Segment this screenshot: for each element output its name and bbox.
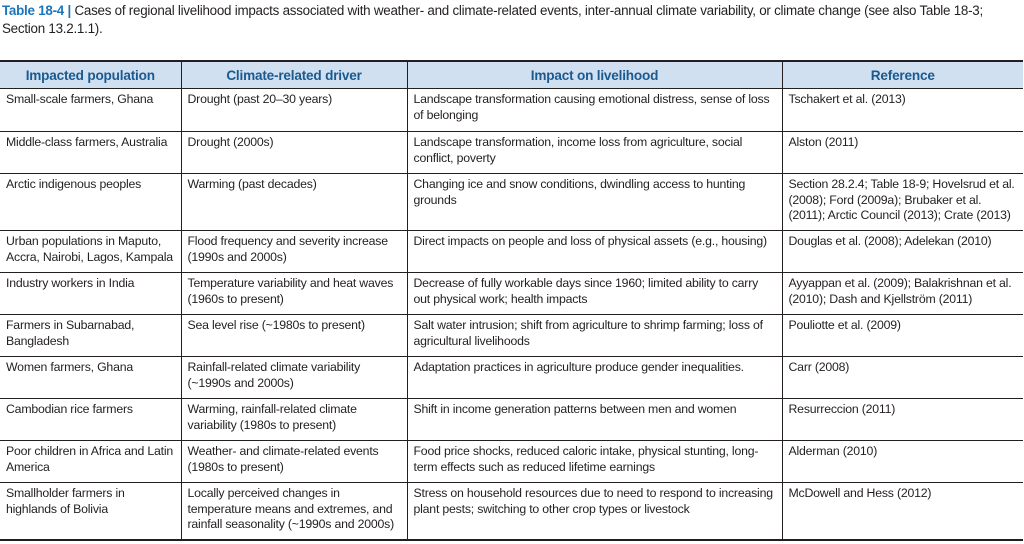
cell-reference: McDowell and Hess (2012) (782, 483, 1023, 540)
table-row (0, 357, 1023, 399)
cell-reference: Tschakert et al. (2013) (782, 89, 1023, 132)
cell-driver: Temperature variability and heat waves (1960s to present) (181, 273, 407, 315)
cell-driver: Sea level rise (~1980s to present) (181, 315, 407, 357)
header-impact-on-livelihood: Impact on livelihood (407, 61, 782, 89)
caption-label: Table 18-4 (2, 3, 65, 18)
cell-driver: Weather- and climate-related events (1980s to present) (181, 441, 407, 483)
table-row (0, 399, 1023, 441)
cell-driver: Warming, rainfall-related climate variability (1980s to present) (181, 399, 407, 441)
cell-population: Small-scale farmers, Ghana (0, 89, 181, 132)
table-row (0, 89, 1023, 132)
cell-reference: Carr (2008) (782, 357, 1023, 399)
cell-driver: Flood frequency and severity increase (1990s and 2000s) (181, 231, 407, 273)
cell-population: Arctic indigenous peoples (0, 174, 181, 231)
cell-impact: Food price shocks, reduced caloric intake, physical stunting, long-term effects such as reduced lifetime earnings (407, 441, 782, 483)
cell-driver: Drought (2000s) (181, 132, 407, 174)
cell-population: Cambodian rice farmers (0, 399, 181, 441)
table-row (0, 273, 1023, 315)
cell-reference: Resurreccion (2011) (782, 399, 1023, 441)
table-row (0, 174, 1023, 231)
cell-population: Middle-class farmers, Australia (0, 132, 181, 174)
caption-text: Cases of regional livelihood impacts associated with weather- and climate-related events, inter-annual climate variability, or climate change (see also Table 18-3; Section 13.2.1.1). (2, 3, 983, 36)
cell-impact: Decrease of fully workable days since 1960; limited ability to carry out physical work; health impacts (407, 273, 782, 315)
cell-reference: Douglas et al. (2008); Adelekan (2010) (782, 231, 1023, 273)
table-row (0, 315, 1023, 357)
table-caption (2, 2, 1020, 38)
cell-driver: Rainfall-related climate variability (~1990s and 2000s) (181, 357, 407, 399)
cell-population: Women farmers, Ghana (0, 357, 181, 399)
cell-impact: Shift in income generation patterns between men and women (407, 399, 782, 441)
cell-population: Industry workers in India (0, 273, 181, 315)
table-row (0, 231, 1023, 273)
cell-reference: Section 28.2.4; Table 18-9; Hovelsrud et al. (2008); Ford (2009a); Brubaker et al. (2011); Arctic Council (2013); Crate (2013) (782, 174, 1023, 231)
cell-reference: Alston (2011) (782, 132, 1023, 174)
cell-impact: Salt water intrusion; shift from agriculture to shrimp farming; loss of agricultural livelihoods (407, 315, 782, 357)
livelihood-impacts-table (0, 60, 1023, 541)
header-climate-driver: Climate-related driver (181, 61, 407, 89)
table-row (0, 132, 1023, 174)
caption-separator: | (67, 3, 71, 18)
cell-population: Smallholder farmers in highlands of Bolivia (0, 483, 181, 540)
cell-reference: Pouliotte et al. (2009) (782, 315, 1023, 357)
cell-population: Urban populations in Maputo, Accra, Nairobi, Lagos, Kampala (0, 231, 181, 273)
cell-impact: Changing ice and snow conditions, dwindling access to hunting grounds (407, 174, 782, 231)
cell-reference: Alderman (2010) (782, 441, 1023, 483)
table-row (0, 483, 1023, 540)
cell-driver: Drought (past 20–30 years) (181, 89, 407, 132)
cell-impact: Adaptation practices in agriculture produce gender inequalities. (407, 357, 782, 399)
header-row (0, 61, 1023, 89)
header-impacted-population: Impacted population (0, 61, 181, 89)
cell-reference: Ayyappan et al. (2009); Balakrishnan et al. (2010); Dash and Kjellström (2011) (782, 273, 1023, 315)
cell-driver: Locally perceived changes in temperature means and extremes, and rainfall seasonality (~1990s and 2000s) (181, 483, 407, 540)
cell-driver: Warming (past decades) (181, 174, 407, 231)
header-reference: Reference (782, 61, 1023, 89)
cell-population: Poor children in Africa and Latin America (0, 441, 181, 483)
cell-population: Farmers in Subarnabad, Bangladesh (0, 315, 181, 357)
cell-impact: Landscape transformation, income loss from agriculture, social conflict, poverty (407, 132, 782, 174)
cell-impact: Stress on household resources due to need to respond to increasing plant pests; switching to other crop types or livestock (407, 483, 782, 540)
table-row (0, 441, 1023, 483)
cell-impact: Direct impacts on people and loss of physical assets (e.g., housing) (407, 231, 782, 273)
cell-impact: Landscape transformation causing emotional distress, sense of loss of belonging (407, 89, 782, 132)
